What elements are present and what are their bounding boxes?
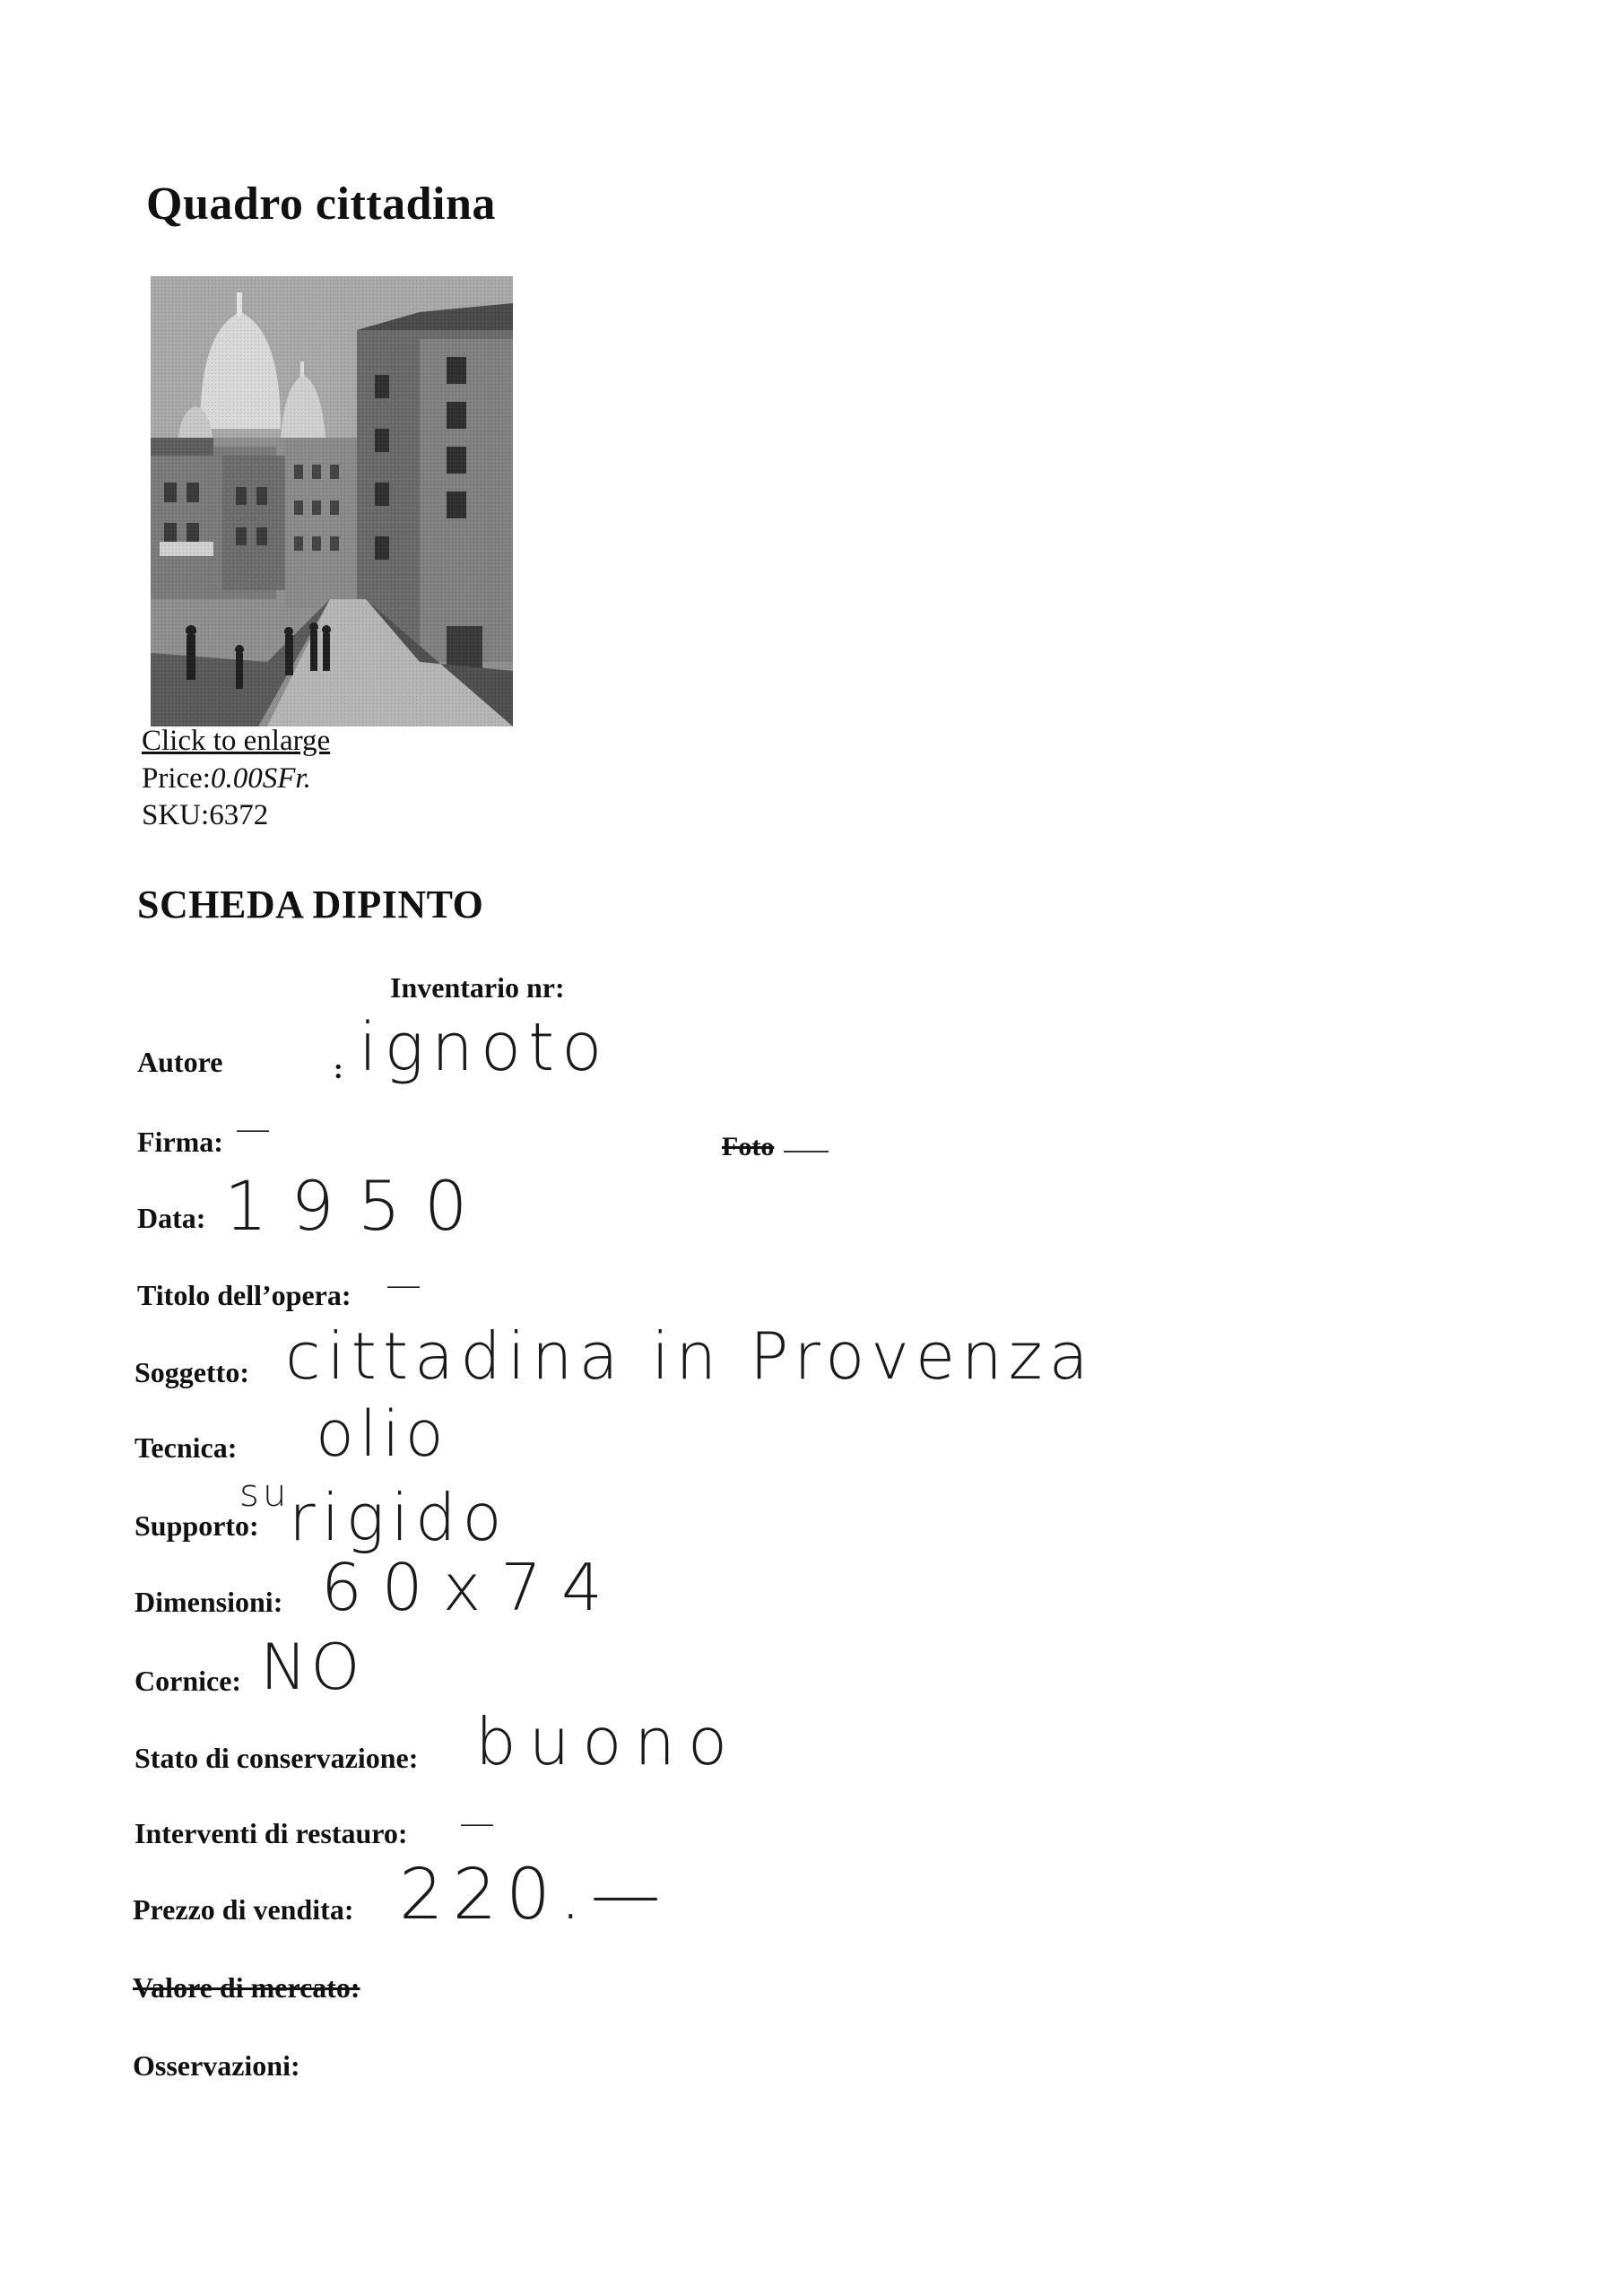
foto-strike-tail <box>784 1151 829 1152</box>
soggetto-label: Soggetto: <box>135 1356 249 1388</box>
enlarge-link[interactable]: Click to enlarge <box>142 725 331 757</box>
osservazioni-label: Osservazioni: <box>133 2049 300 2082</box>
price-line <box>142 762 311 796</box>
supporto-label: Supporto: <box>135 1509 259 1542</box>
sku-value: 6372 <box>209 799 269 831</box>
sku-label: SKU: <box>142 799 210 831</box>
autore-label: Autore <box>137 1046 223 1078</box>
page-title: Quadro cittadina <box>146 178 496 230</box>
supporto-value: rigido <box>289 1480 508 1555</box>
section-heading: SCHEDA DIPINTO <box>137 883 484 926</box>
autore-value: ignoto <box>359 1009 610 1086</box>
titolo-label: Titolo dell’opera: <box>137 1279 352 1311</box>
interventi-value: — <box>459 1803 502 1844</box>
stato-value: buono <box>475 1704 741 1779</box>
data-value: 1950 <box>224 1166 491 1246</box>
stato-label: Stato di conservazione: <box>135 1742 419 1774</box>
autore-colon: : <box>334 1052 343 1084</box>
inventario-label: Inventario nr: <box>390 971 565 1004</box>
data-label: Data: <box>137 1202 206 1234</box>
tecnica-value: olio <box>316 1397 449 1471</box>
painting-image <box>151 276 513 726</box>
interventi-label: Interventi di restauro: <box>135 1817 408 1849</box>
prezzo-value: 220.— <box>399 1855 670 1935</box>
firma-value: — <box>235 1109 278 1150</box>
price-label: Price: <box>142 762 211 795</box>
cornice-value: NO <box>260 1631 364 1704</box>
tecnica-label: Tecnica: <box>135 1431 238 1464</box>
painting-thumbnail[interactable] <box>151 276 513 726</box>
valore-label: Valore di mercato: <box>133 1971 360 2004</box>
supporto-note: su <box>239 1471 291 1515</box>
dimensioni-label: Dimensioni: <box>135 1586 283 1618</box>
sku-line <box>142 799 268 832</box>
titolo-value: — <box>386 1265 429 1306</box>
price-value: 0.00SFr. <box>210 762 311 795</box>
soggetto-value: cittadina in Provenza <box>285 1318 1095 1394</box>
cornice-label: Cornice: <box>135 1665 242 1697</box>
foto-label: Foto <box>722 1132 775 1161</box>
dimensioni-value: 60x74 <box>321 1550 622 1625</box>
prezzo-label: Prezzo di vendita: <box>133 1893 354 1926</box>
firma-label: Firma: <box>137 1126 223 1158</box>
